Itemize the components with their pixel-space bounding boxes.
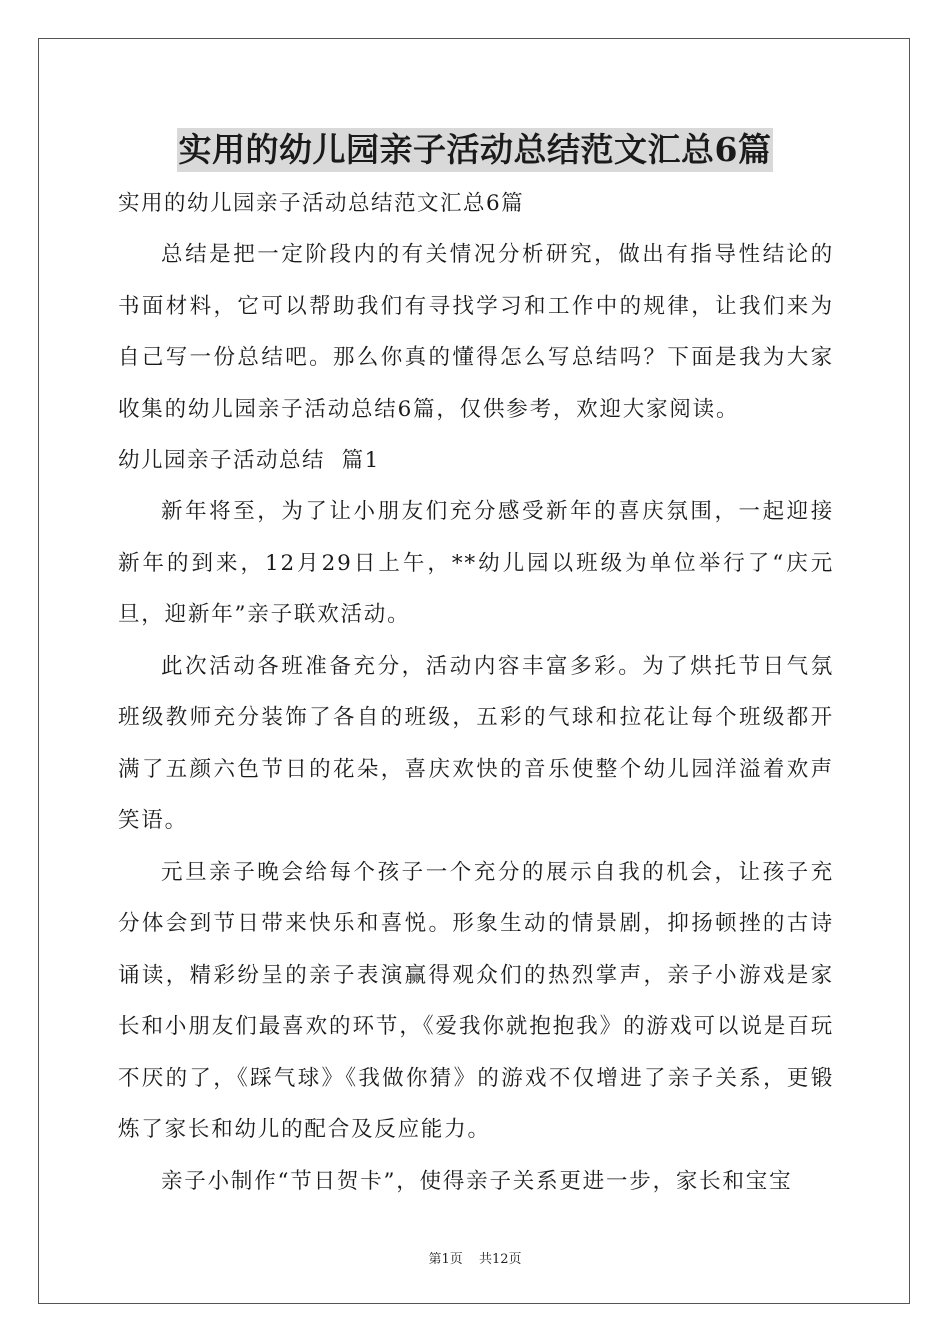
body-paragraph-2 [118,641,834,847]
document-body [118,178,834,1207]
paragraph-text: 亲子小制作“节日贺卡”，使得亲子关系更进一步，家长和宝宝 [161,1168,793,1194]
paragraph-text: 新年将至，为了让小朋友们充分感受新年的喜庆氛围，一起迎接新年的到来，12月29日上午，**幼儿园以班级为单位举行了“庆元旦，迎新年”亲子联欢活动。 [118,499,834,627]
intro-text: 总结是把一定阶段内的有关情况分析研究，做出有指导性结论的书面材料，它可以帮助我们有寻找学习和工作中的规律，让我们来为自己写一份总结吧。那么你真的懂得怎么写总结吗？下面是我为大家收集的幼儿园亲子活动总结6篇，仅供参考，欢迎大家阅读。 [118,242,834,422]
page-number: 第1页 [428,1252,463,1267]
page-total: 共12页 [478,1252,522,1267]
paragraph-text: 此次活动各班准备充分，活动内容丰富多彩。为了烘托节日气氛班级教师充分装饰了各自的班级，五彩的气球和拉花让每个班级都开满了五颜六色节日的花朵，喜庆欢快的音乐使整个幼儿园洋溢着欢声笑语。 [118,653,834,833]
paragraph-text: 元旦亲子晚会给每个孩子一个充分的展示自我的机会，让孩子充分体会到节日带来快乐和喜悦。形象生动的情景剧，抑扬顿挫的古诗诵读，精彩纷呈的亲子表演赢得观众们的热烈掌声，亲子小游戏是家长和小朋友们最喜欢的环节，《爱我你就抱抱我》的游戏可以说是百玩不厌的了，《踩气球》《我做你猜》的游戏不仅增进了亲子关系，更锻炼了家长和幼儿的配合及反应能力。 [118,859,834,1142]
intro-paragraph [118,229,834,435]
body-paragraph-3 [118,847,834,1156]
section-heading: 幼儿园亲子活动总结 篇1 [118,448,380,473]
document-subtitle: 实用的幼儿园亲子活动总结范文汇总6篇 [118,191,525,216]
page-footer [0,1248,950,1267]
body-paragraph-4 [118,1156,834,1208]
document-title: 实用的幼儿园亲子活动总结范文汇总6篇 [177,128,774,172]
body-paragraph-1 [118,486,834,641]
document-title-block [0,128,950,172]
